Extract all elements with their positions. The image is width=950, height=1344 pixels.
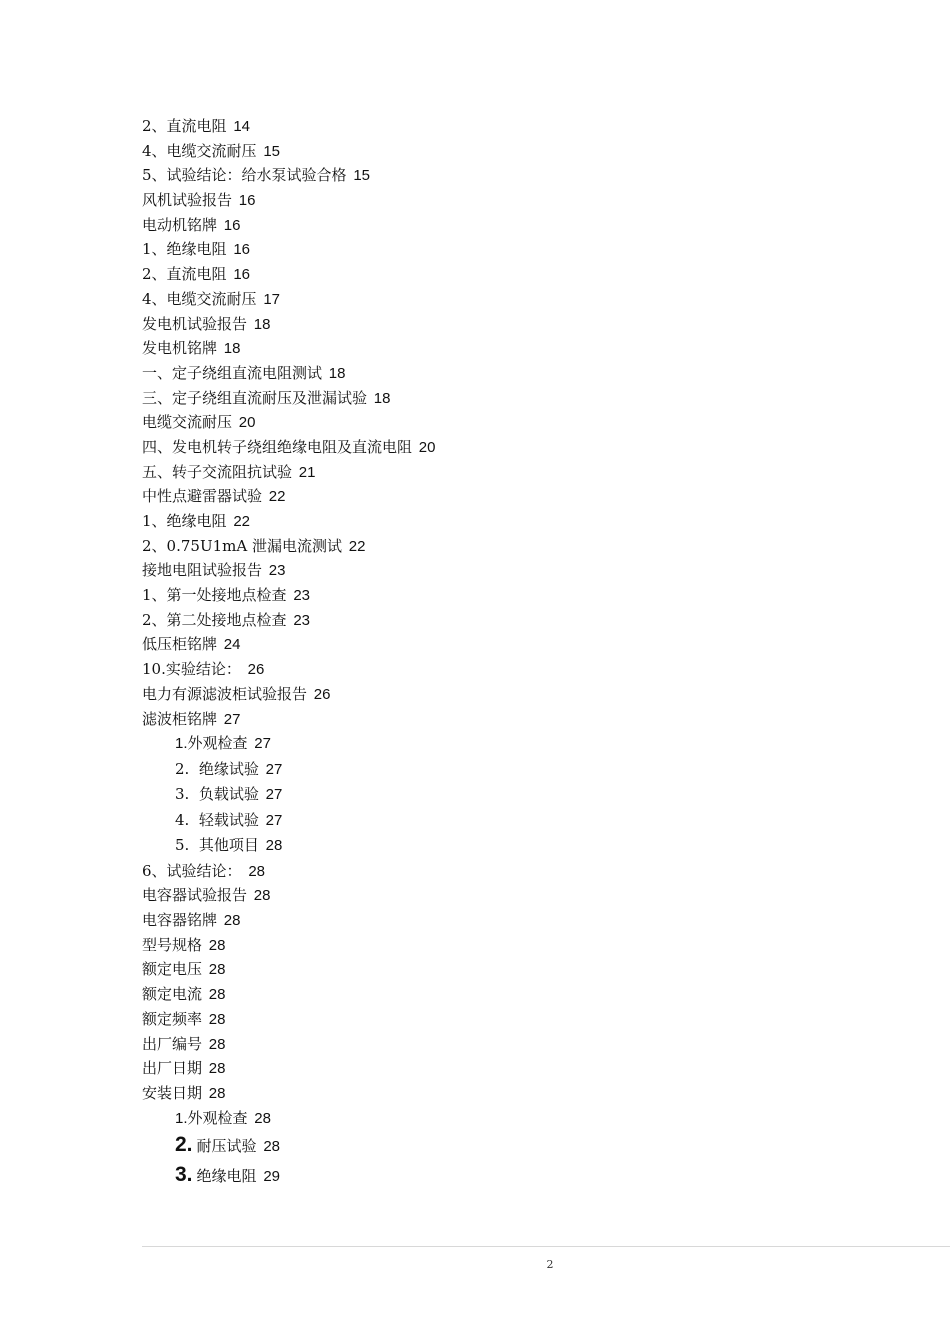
toc-subentry[interactable] bbox=[142, 731, 902, 757]
toc-entry-page: 21 bbox=[298, 463, 316, 481]
toc-entry[interactable] bbox=[142, 534, 902, 559]
toc-entry[interactable] bbox=[142, 237, 902, 262]
toc-entry-page: 22 bbox=[268, 488, 286, 506]
toc-subentry[interactable] bbox=[142, 1130, 902, 1160]
toc-entry-page: 16 bbox=[223, 216, 241, 234]
toc-entry-title: 1.外观检查 bbox=[175, 735, 248, 753]
toc-entry[interactable] bbox=[142, 336, 902, 361]
toc-entry[interactable] bbox=[142, 583, 902, 608]
toc-entry-title: 2、第二处接地点检查 bbox=[142, 610, 287, 629]
toc-entry-title: 2、0.75U1mA 泄漏电流测试 bbox=[142, 536, 342, 555]
toc-entry[interactable] bbox=[142, 632, 902, 657]
toc-entry-title: 电缆交流耐压 bbox=[142, 413, 233, 432]
toc-entry-page: 27 bbox=[254, 735, 271, 753]
toc-entry-page: 28 bbox=[208, 961, 226, 979]
toc-entry[interactable] bbox=[142, 682, 902, 707]
toc-entry-page: 28 bbox=[208, 1060, 226, 1078]
toc-entry-title: 风机试验报告 bbox=[142, 191, 233, 210]
toc-entry-title: 额定电压 bbox=[142, 960, 203, 979]
toc-entry-page: 27 bbox=[265, 811, 283, 829]
toc-entry-page: 28 bbox=[208, 986, 226, 1004]
toc-entry-page: 22 bbox=[348, 537, 366, 555]
toc-entry-page: 26 bbox=[247, 661, 265, 679]
toc-entry-title: 一、定子绕组直流电阻测试 bbox=[142, 363, 323, 382]
toc-entry-title: 4. 轻载试验 bbox=[175, 810, 259, 829]
toc-entry-title: 低压柜铭牌 bbox=[142, 635, 218, 654]
toc-entry-page: 16 bbox=[238, 192, 256, 210]
toc-entry-title: 2、直流电阻 bbox=[142, 117, 227, 135]
toc-entry-title: 发电机试验报告 bbox=[142, 314, 248, 333]
toc-entry[interactable] bbox=[142, 163, 902, 188]
toc-entry-title: 2、直流电阻 bbox=[142, 265, 227, 284]
toc-entry-title: 型号规格 bbox=[142, 935, 203, 954]
toc-entry[interactable] bbox=[142, 1007, 902, 1032]
toc-entry-page: 26 bbox=[313, 685, 331, 703]
toc-entry-title: 1、第一处接地点检查 bbox=[142, 586, 287, 605]
toc-entry-number: 3. bbox=[175, 1163, 193, 1187]
toc-entry[interactable] bbox=[142, 1056, 902, 1081]
toc-entry-title: 1.外观检查 bbox=[175, 1109, 248, 1127]
toc-entry-title: 1、绝缘电阻 bbox=[142, 512, 227, 530]
toc-entry-title: 耐压试验 bbox=[196, 1137, 257, 1156]
toc-entry-title: 电容器试验报告 bbox=[142, 886, 248, 905]
toc-entry-title: 滤波柜铭牌 bbox=[142, 709, 218, 728]
toc-entry[interactable] bbox=[142, 262, 902, 287]
toc-entry-title: 绝缘电阻 bbox=[196, 1167, 257, 1186]
toc-entry-page: 28 bbox=[208, 1010, 226, 1028]
toc-entry[interactable] bbox=[142, 435, 902, 460]
toc-entry[interactable] bbox=[142, 188, 902, 213]
toc-entry[interactable] bbox=[142, 484, 902, 509]
toc-entry-title: 中性点避雷器试验 bbox=[142, 487, 263, 506]
toc-entry-page: 27 bbox=[265, 786, 283, 804]
toc-entry-page: 23 bbox=[293, 587, 311, 605]
toc-entry[interactable] bbox=[142, 558, 902, 583]
toc-entry[interactable] bbox=[142, 460, 902, 485]
toc-entry-title: 电容器铭牌 bbox=[142, 911, 218, 930]
toc-entry[interactable] bbox=[142, 139, 902, 164]
toc-entry-title: 10.实验结论： bbox=[142, 660, 241, 679]
toc-entry[interactable] bbox=[142, 859, 902, 884]
page-number: 2 bbox=[546, 1258, 554, 1271]
toc-entry-page: 22 bbox=[233, 513, 251, 530]
toc-entry-page: 27 bbox=[223, 710, 241, 728]
toc-entry-page: 29 bbox=[263, 1168, 280, 1186]
toc-entry[interactable] bbox=[142, 657, 902, 682]
toc-entry[interactable] bbox=[142, 933, 902, 958]
toc-entry-title: 出厂日期 bbox=[142, 1059, 203, 1078]
toc-entry[interactable] bbox=[142, 608, 902, 633]
toc-entry-page: 16 bbox=[233, 266, 251, 284]
toc-entry-page: 28 bbox=[208, 936, 226, 954]
toc-entry-title: 安装日期 bbox=[142, 1083, 203, 1102]
toc-entry-page: 20 bbox=[238, 414, 256, 432]
toc-entry-page: 14 bbox=[233, 118, 251, 135]
toc-subentry[interactable] bbox=[142, 782, 902, 808]
toc-entry-page: 27 bbox=[265, 760, 283, 778]
toc-entry-page: 28 bbox=[265, 837, 283, 855]
toc-entry-page: 28 bbox=[248, 862, 266, 880]
toc-entry-title: 额定频率 bbox=[142, 1009, 203, 1028]
toc-entry-page: 20 bbox=[418, 438, 436, 456]
toc-entry-number: 2. bbox=[175, 1133, 193, 1157]
toc-entry-title: 2. 绝缘试验 bbox=[175, 759, 259, 778]
toc-entry-title: 五、转子交流阻抗试验 bbox=[142, 462, 293, 481]
toc-entry[interactable] bbox=[142, 883, 902, 908]
toc-subentry[interactable] bbox=[142, 1106, 902, 1131]
toc-entry-page: 23 bbox=[268, 562, 286, 580]
toc-entry[interactable] bbox=[142, 213, 902, 238]
toc-entry[interactable] bbox=[142, 707, 902, 732]
toc-entry-title: 5. 其他项目 bbox=[175, 836, 259, 855]
toc-subentry[interactable] bbox=[142, 757, 902, 783]
toc-entry-title: 电力有源滤波柜试验报告 bbox=[142, 684, 308, 703]
toc-entry-title: 1、绝缘电阻 bbox=[142, 240, 227, 259]
toc-subentry[interactable] bbox=[142, 1160, 902, 1190]
toc-entry-title: 接地电阻试验报告 bbox=[142, 561, 263, 580]
toc-entry[interactable] bbox=[142, 957, 902, 982]
toc-entry-page: 18 bbox=[373, 389, 391, 407]
toc-entry-page: 28 bbox=[223, 912, 241, 930]
toc-entry-page: 28 bbox=[263, 1138, 280, 1156]
toc-entry-page: 28 bbox=[208, 1084, 226, 1102]
toc-entry[interactable] bbox=[142, 982, 902, 1007]
toc-entry-title: 发电机铭牌 bbox=[142, 339, 218, 358]
toc-entry-page: 28 bbox=[208, 1035, 226, 1053]
toc-entry[interactable] bbox=[142, 410, 902, 435]
toc-entry-title: 3. 负载试验 bbox=[175, 785, 259, 804]
toc-entry-title: 额定电流 bbox=[142, 985, 203, 1004]
toc-entry-page: 28 bbox=[254, 1109, 271, 1127]
toc-entry-title: 电动机铭牌 bbox=[142, 215, 218, 234]
toc-subentry[interactable] bbox=[142, 808, 902, 834]
toc-entry-page: 17 bbox=[263, 290, 281, 308]
toc-entry-page: 24 bbox=[223, 636, 241, 654]
toc-entry-title: 5、试验结论：给水泵试验合格 bbox=[142, 166, 347, 185]
toc-entry-title: 6、试验结论： bbox=[142, 861, 242, 880]
toc-entry-page: 16 bbox=[233, 241, 251, 259]
toc-entry-page: 18 bbox=[253, 315, 271, 333]
footer-divider bbox=[142, 1246, 950, 1247]
toc-entry[interactable] bbox=[142, 287, 902, 312]
toc-entry[interactable] bbox=[142, 312, 902, 337]
toc-subentry[interactable] bbox=[142, 833, 902, 859]
toc-entry-page: 28 bbox=[253, 887, 271, 905]
toc-entry[interactable] bbox=[142, 509, 902, 534]
toc-entry-page: 18 bbox=[328, 364, 346, 382]
toc-entry-page: 18 bbox=[223, 340, 241, 358]
toc-entry-title: 四、发电机转子绕组绝缘电阻及直流电阻 bbox=[142, 437, 413, 456]
toc-entry[interactable] bbox=[142, 1032, 902, 1057]
toc-entry-title: 4、电缆交流耐压 bbox=[142, 289, 257, 308]
toc-entry-title: 4、电缆交流耐压 bbox=[142, 141, 257, 160]
toc-entry[interactable] bbox=[142, 114, 902, 139]
toc-entry-title: 三、定子绕组直流耐压及泄漏试验 bbox=[142, 388, 368, 407]
toc-entry-page: 15 bbox=[263, 142, 281, 160]
toc-entry[interactable] bbox=[142, 361, 902, 386]
toc-entry-title: 出厂编号 bbox=[142, 1034, 203, 1053]
table-of-contents bbox=[142, 114, 902, 1190]
toc-entry[interactable] bbox=[142, 386, 902, 411]
toc-entry-page: 15 bbox=[353, 167, 371, 185]
toc-entry-page: 23 bbox=[293, 611, 311, 629]
toc-entry[interactable] bbox=[142, 908, 902, 933]
toc-entry[interactable] bbox=[142, 1081, 902, 1106]
